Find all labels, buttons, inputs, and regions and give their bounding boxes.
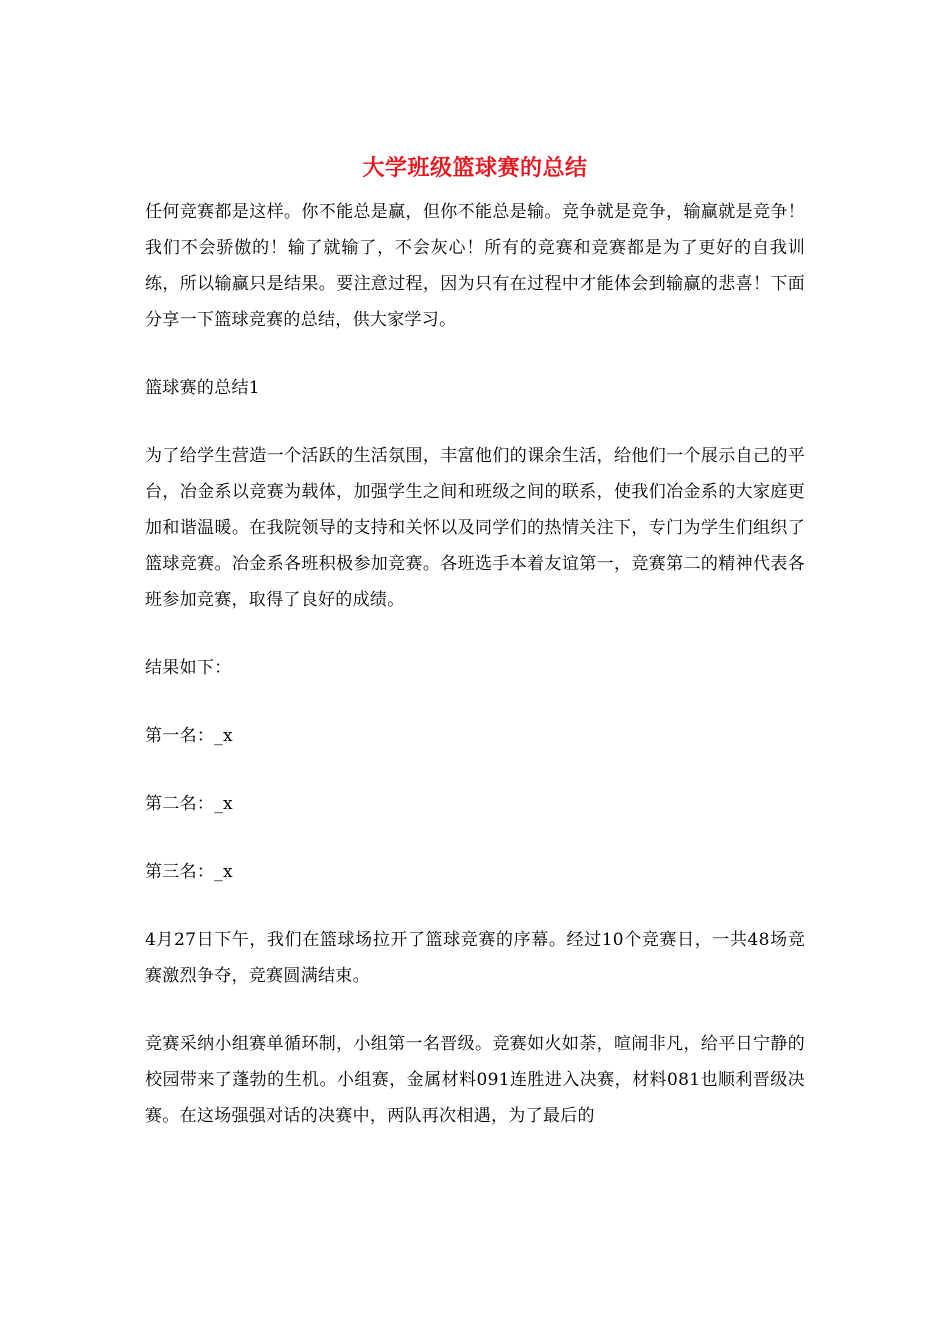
intro-paragraph: 任何竞赛都是这样。你不能总是赢，但你不能总是输。竞争就是竞争，输赢就是竞争！我们不会骄傲的！输了就输了，不会灰心！所有的竞赛和竞赛都是为了更好的自我训练，所以输赢只是结果。要注意过程，因为只有在过程中才能体会到输赢的悲喜！下面分享一下篮球竞赛的总结，供大家学习。 bbox=[145, 202, 805, 330]
results-label: 结果如下： bbox=[145, 658, 232, 678]
section-heading: 篮球赛的总结1 bbox=[145, 378, 260, 398]
result-second: 第二名：_x bbox=[145, 794, 233, 814]
body-paragraph: 4月27日下午，我们在篮球场拉开了篮球竞赛的序幕。经过10个竞赛日，一共48场竞赛激烈争夺，竞赛圆满结束。 bbox=[145, 930, 805, 986]
body-paragraph: 为了给学生营造一个活跃的生活氛围，丰富他们的课余生活，给他们一个展示自己的平台，冶金系以竞赛为载体，加强学生之间和班级之间的联系，使我们冶金系的大家庭更加和谐温暖。在我院领导的支持和关怀以及同学们的热情关注下，专门为学生们组织了篮球竞赛。冶金系各班积极参加竞赛。各班选手本着友谊第一，竞赛第二的精神代表各班参加竞赛，取得了良好的成绩。 bbox=[145, 446, 805, 610]
result-first: 第一名：_x bbox=[145, 726, 233, 746]
body-paragraph: 竞赛采纳小组赛单循环制，小组第一名晋级。竞赛如火如荼，喧闹非凡，给平日宁静的校园带来了蓬勃的生机。小组赛，金属材料091连胜进入决赛，材料081也顺利晋级决赛。在这场强强对话的决赛中，两队再次相遇，为了最后的 bbox=[145, 1034, 805, 1126]
document-title: 大学班级篮球赛的总结 bbox=[362, 155, 588, 181]
result-third: 第三名：_x bbox=[145, 862, 233, 882]
document-body bbox=[145, 194, 805, 1134]
